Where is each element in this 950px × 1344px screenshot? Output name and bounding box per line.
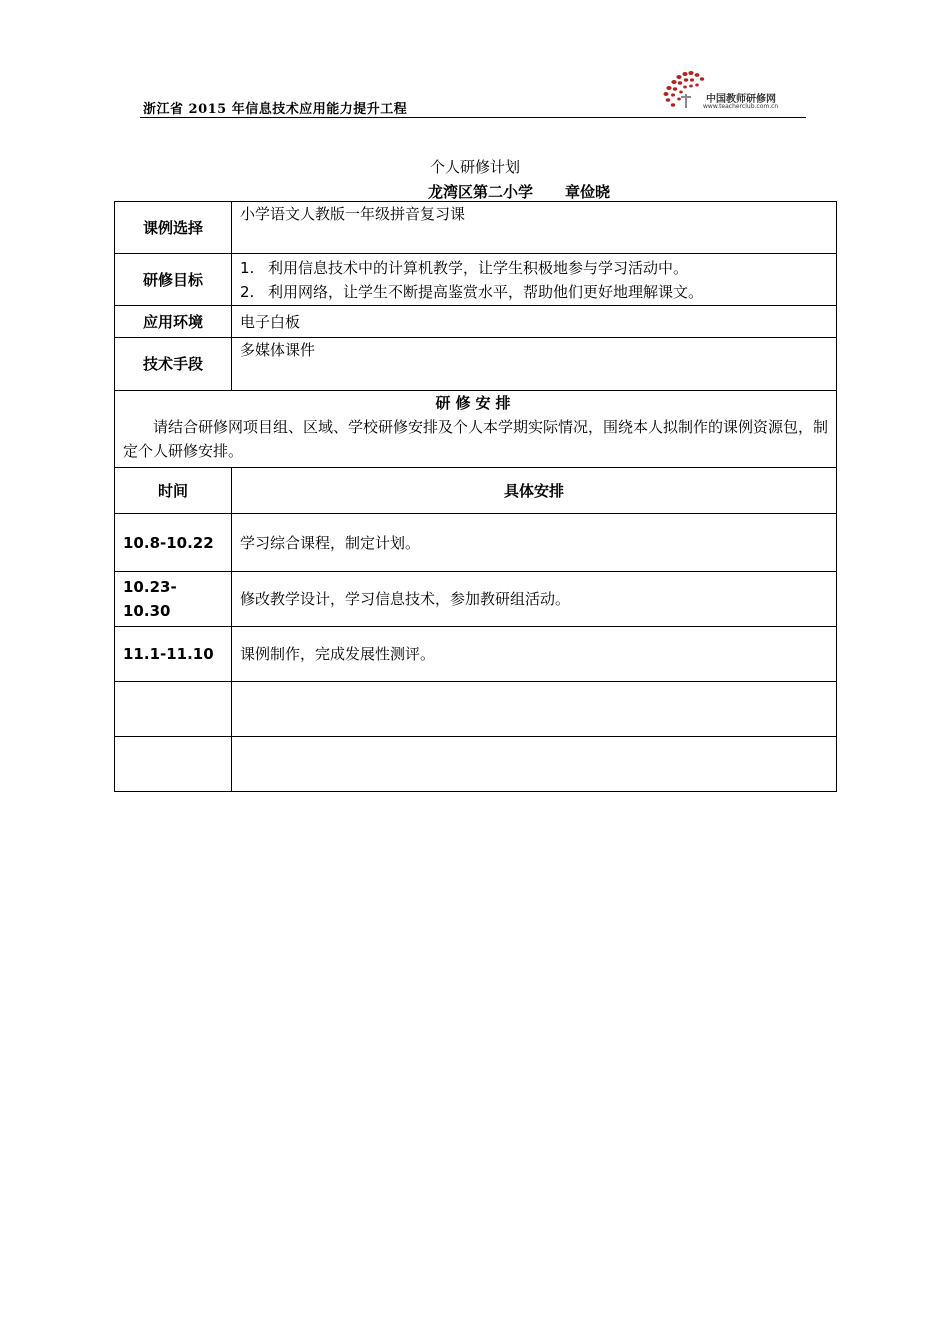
goal-item	[240, 256, 828, 280]
env-value: 电子白板	[232, 306, 837, 338]
document-title: 个人研修计划	[429, 158, 520, 176]
schedule-time	[115, 682, 232, 737]
tech-label: 技术手段	[115, 338, 232, 391]
table-row-goals	[115, 254, 837, 306]
schedule-time: 10.8-10.22	[115, 514, 232, 572]
header-divider	[140, 117, 806, 118]
table-row	[115, 572, 837, 627]
table-row	[115, 627, 837, 682]
schedule-time: 11.1-11.10	[115, 627, 232, 682]
schedule-detail	[232, 682, 837, 737]
schedule-time	[115, 737, 232, 792]
logo-url: www.teacherclub.com.cn	[703, 103, 779, 110]
table-row	[115, 737, 837, 792]
goal-number: 1.	[240, 258, 255, 277]
table-row	[115, 514, 837, 572]
header-title: 浙江省 2015 年信息技术应用能力提升工程	[143, 102, 408, 117]
goal-number: 2.	[240, 282, 255, 301]
schedule-detail: 修改教学设计，学习信息技术，参加教研组活动。	[232, 572, 837, 627]
table-row	[115, 682, 837, 737]
arrangement-title: 研修安排	[435, 394, 516, 412]
table-row-technique	[115, 338, 837, 391]
arrangement-cell	[115, 391, 837, 468]
document-subtitle	[428, 181, 610, 202]
arrangement-description: 请结合研修网项目组、区域、学校研修安排及个人本学期实际情况，围绕本人拟制作的课例资源包，制定个人研修安排。	[123, 418, 829, 460]
env-label: 应用环境	[115, 306, 232, 338]
plan-table	[114, 201, 837, 792]
logo-text: 中国教师研修网	[706, 94, 776, 105]
schedule-detail: 学习综合课程，制定计划。	[232, 514, 837, 572]
course-value: 小学语文人教版一年级拼音复习课	[232, 202, 837, 254]
table-row-environment	[115, 306, 837, 338]
schedule-detail	[232, 737, 837, 792]
table-row-arrangement	[115, 391, 837, 468]
goal-text: 利用网络，让学生不断提高鉴赏水平，帮助他们更好地理解课文。	[268, 282, 704, 301]
schedule-time: 10.23-10.30	[115, 572, 232, 627]
col-time-header: 时间	[115, 468, 232, 514]
school-name: 龙湾区第二小学	[428, 183, 534, 201]
tech-value: 多媒体课件	[232, 338, 837, 391]
goal-list	[232, 254, 837, 306]
course-label: 课例选择	[115, 202, 232, 254]
author-name: 章俭晓	[565, 183, 611, 201]
schedule-detail: 课例制作，完成发展性测评。	[232, 627, 837, 682]
goal-item	[240, 280, 828, 304]
table-header-row	[115, 468, 837, 514]
goal-text: 利用信息技术中的计算机教学，让学生积极地参与学习活动中。	[268, 258, 689, 277]
col-detail-header: 具体安排	[232, 468, 837, 514]
table-row-course	[115, 202, 837, 254]
goal-label: 研修目标	[115, 254, 232, 306]
